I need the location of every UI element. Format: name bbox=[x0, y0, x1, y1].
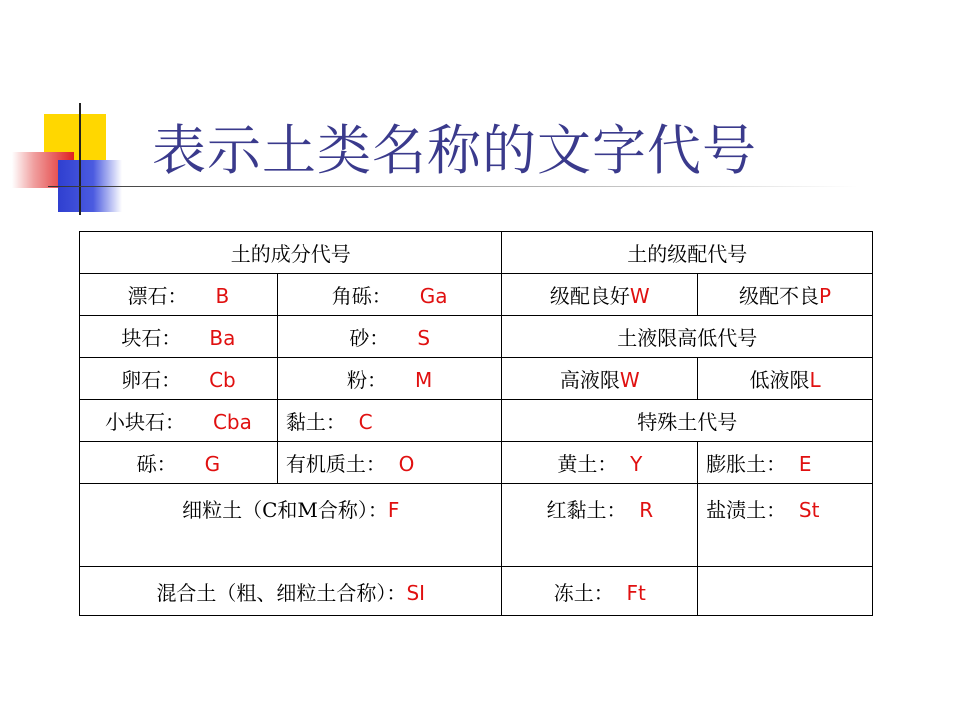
table-row bbox=[80, 442, 873, 484]
cell-code: St bbox=[798, 498, 820, 522]
cell-high-liquid-limit bbox=[502, 358, 698, 400]
cell-label: 混合土（粗、细粒土合称）： bbox=[156, 580, 407, 605]
cell-label: 高液限 bbox=[559, 368, 620, 392]
cell-label: 低液限 bbox=[749, 368, 810, 392]
cell-code: B bbox=[215, 284, 230, 308]
cell-red-clay bbox=[502, 484, 698, 567]
cell-code: S bbox=[417, 326, 431, 350]
slide-title: 表示土类名称的文字代号 bbox=[152, 119, 757, 182]
decor-vertical-line bbox=[79, 103, 81, 215]
cell-clay bbox=[277, 400, 502, 442]
cell-small-block-stone bbox=[80, 400, 278, 442]
cell-label: 盐渍土： bbox=[706, 498, 787, 522]
decor-title-underline bbox=[48, 186, 858, 187]
cell-label: 膨胀土： bbox=[706, 452, 787, 476]
table-row bbox=[80, 567, 873, 616]
cell-label: 粉： bbox=[347, 368, 388, 392]
cell-code: W bbox=[629, 284, 650, 308]
cell-code: Ft bbox=[626, 580, 646, 605]
cell-code: SI bbox=[406, 580, 426, 605]
cell-saline-soil bbox=[698, 484, 873, 567]
header-special-soil-codes: 特殊土代号 bbox=[502, 400, 873, 442]
cell-code: P bbox=[819, 284, 832, 308]
cell-label: 砾： bbox=[136, 452, 177, 476]
cell-label: 黄土： bbox=[557, 452, 618, 476]
cell-block-stone bbox=[80, 316, 278, 358]
cell-low-liquid-limit bbox=[698, 358, 873, 400]
cell-code: Ba bbox=[209, 326, 236, 350]
cell-code: C bbox=[358, 410, 373, 434]
cell-cobble bbox=[80, 358, 278, 400]
cell-sand bbox=[277, 316, 502, 358]
cell-angular-gravel bbox=[277, 274, 502, 316]
cell-code: E bbox=[798, 452, 812, 476]
cell-code: W bbox=[619, 368, 640, 392]
cell-code: Y bbox=[630, 452, 643, 476]
cell-code: G bbox=[204, 452, 221, 476]
cell-empty bbox=[698, 567, 873, 616]
cell-organic-soil bbox=[277, 442, 502, 484]
cell-frozen-soil bbox=[502, 567, 698, 616]
header-liquid-limit-codes: 土液限高低代号 bbox=[502, 316, 873, 358]
cell-label: 角砾： bbox=[331, 284, 392, 308]
cell-label: 漂石： bbox=[127, 284, 188, 308]
cell-label: 块石： bbox=[121, 326, 182, 350]
cell-loess bbox=[502, 442, 698, 484]
cell-label: 细粒土（C和M合称）： bbox=[182, 498, 388, 522]
table-row bbox=[80, 232, 873, 274]
header-composition-codes: 土的成分代号 bbox=[80, 232, 502, 274]
cell-label: 红黏土： bbox=[546, 498, 627, 522]
cell-silt bbox=[277, 358, 502, 400]
cell-code: F bbox=[387, 498, 400, 522]
cell-well-graded bbox=[502, 274, 698, 316]
cell-mixed-soil bbox=[80, 567, 502, 616]
cell-label: 级配不良 bbox=[739, 284, 820, 308]
table-row bbox=[80, 316, 873, 358]
cell-code: L bbox=[809, 368, 821, 392]
table-row bbox=[80, 484, 873, 567]
cell-label: 有机质土： bbox=[285, 452, 386, 476]
table-row bbox=[80, 274, 873, 316]
cell-gravel bbox=[80, 442, 278, 484]
soil-code-table bbox=[79, 231, 873, 616]
cell-code: O bbox=[398, 452, 415, 476]
cell-label: 冻土： bbox=[553, 580, 614, 605]
table-row bbox=[80, 358, 873, 400]
cell-label: 卵石： bbox=[121, 368, 182, 392]
cell-code: Ga bbox=[419, 284, 448, 308]
cell-label: 砂： bbox=[349, 326, 390, 350]
cell-code: M bbox=[415, 368, 433, 392]
cell-label: 黏土： bbox=[285, 410, 346, 434]
cell-poorly-graded bbox=[698, 274, 873, 316]
cell-fine-grained-soil bbox=[80, 484, 502, 567]
cell-code: Cba bbox=[212, 410, 252, 434]
cell-boulder bbox=[80, 274, 278, 316]
cell-label: 级配良好 bbox=[549, 284, 630, 308]
cell-code: Cb bbox=[209, 368, 236, 392]
cell-label: 小块石： bbox=[104, 410, 185, 434]
header-gradation-codes: 土的级配代号 bbox=[502, 232, 873, 274]
cell-code: R bbox=[639, 498, 654, 522]
table-row bbox=[80, 400, 873, 442]
cell-expansive-soil bbox=[698, 442, 873, 484]
